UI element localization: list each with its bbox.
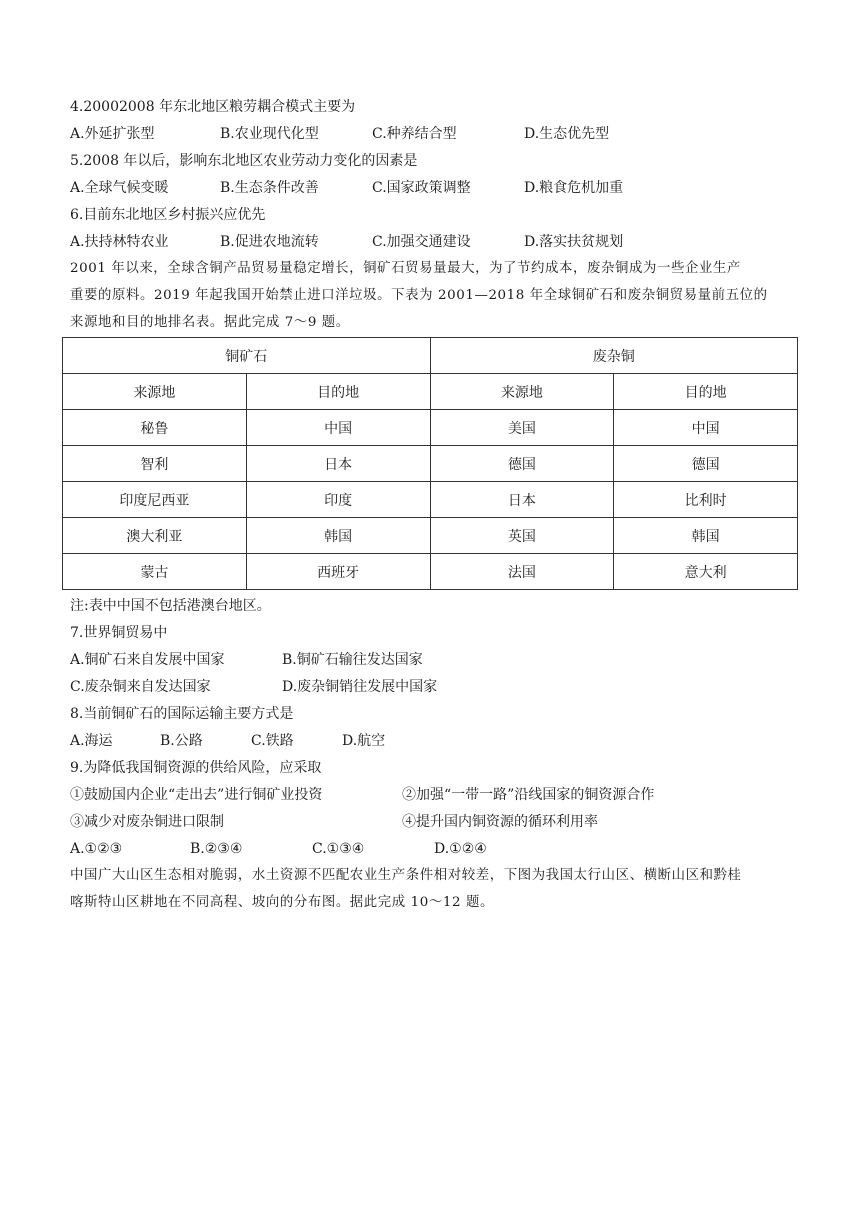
table-cell: 印度 (246, 482, 430, 518)
q8-stem: 8.当前铜矿石的国际运输主要方式是 (70, 706, 294, 722)
q6-option-d: D.落实扶贫规划 (524, 234, 624, 250)
q5-option-c: C.国家政策调整 (372, 180, 471, 196)
table-cell: 英国 (430, 518, 614, 554)
q5-stem: 5.2008 年以后，影响东北地区农业劳动力变化的因素是 (70, 153, 418, 169)
column-header: 来源地 (63, 374, 247, 410)
q5-option-a: A.全球气候变暖 (70, 180, 169, 196)
column-header: 目的地 (614, 374, 798, 410)
q9-option-a: A.①②③ (70, 841, 123, 857)
table-cell: 澳大利亚 (63, 518, 247, 554)
table-cell: 比利时 (614, 482, 798, 518)
table-cell: 德国 (430, 446, 614, 482)
table-row (63, 518, 798, 554)
intro-line: 喀斯特山区耕地在不同高程、坡向的分布图。据此完成 10～12 题。 (70, 895, 494, 910)
table-cell: 西班牙 (246, 554, 430, 590)
q6-option-a: A.扶持林特农业 (70, 234, 169, 250)
intro-line: 重要的原料。2019 年起我国开始禁止进口洋垃圾。下表为 2001—2018 年全球铜矿石和废杂铜贸易量前五位的 (70, 288, 768, 303)
intro-line: 2001 年以来，全球含铜产品贸易量稳定增长，铜矿石贸易量最大，为了节约成本，废杂铜成为一些企业生产 (70, 261, 741, 276)
table-cell: 韩国 (614, 518, 798, 554)
q4-option-a: A.外延扩张型 (70, 126, 155, 142)
table-cell: 韩国 (246, 518, 430, 554)
group-header-scrap: 废杂铜 (430, 338, 798, 374)
q8-option-b: B.公路 (160, 733, 203, 749)
column-header: 来源地 (430, 374, 614, 410)
q7-option-d: D.废杂铜销往发展中国家 (282, 679, 438, 695)
q7-option-a: A.铜矿石来自发展中国家 (70, 652, 225, 668)
q9-item-3: ③减少对废杂铜进口限制 (70, 814, 224, 830)
table-row (63, 410, 798, 446)
q7-option-c: C.废杂铜来自发达国家 (70, 679, 211, 695)
q4-stem: 4.20002008 年东北地区粮劳耦合模式主要为 (70, 99, 356, 115)
q8-option-d: D.航空 (342, 733, 386, 749)
table-row (63, 554, 798, 590)
table-note: 注:表中中国不包括港澳台地区。 (70, 598, 271, 614)
q9-option-c: C.①③④ (312, 841, 365, 857)
q9-item-4: ④提升国内铜资源的循环利用率 (402, 814, 598, 830)
q8-option-c: C.铁路 (251, 733, 294, 749)
table-cell: 日本 (246, 446, 430, 482)
q9-option-b: B.②③④ (190, 841, 243, 857)
q4-option-b: B.农业现代化型 (220, 126, 319, 142)
q8-option-a: A.海运 (70, 733, 113, 749)
table-cell: 德国 (614, 446, 798, 482)
table-cell: 蒙古 (63, 554, 247, 590)
q9-item-1: ①鼓励国内企业“走出去”进行铜矿业投资 (70, 787, 323, 803)
intro-line: 中国广大山区生态相对脆弱，水土资源不匹配农业生产条件相对较差，下图为我国太行山区、横断山区和黔桂 (70, 868, 742, 883)
table-header-row (63, 374, 798, 410)
intro-paragraph-q10-12 (70, 862, 798, 916)
intro-paragraph-q7-9 (70, 255, 798, 336)
q9-item-2: ②加强“一带一路”沿线国家的铜资源合作 (402, 787, 655, 803)
intro-line: 来源地和目的地排名表。据此完成 7～9 题。 (70, 315, 350, 330)
table-row (63, 482, 798, 518)
table-cell: 美国 (430, 410, 614, 446)
table-cell: 法国 (430, 554, 614, 590)
table-row (63, 446, 798, 482)
table-cell: 中国 (614, 410, 798, 446)
table-group-row (63, 338, 798, 374)
table-cell: 日本 (430, 482, 614, 518)
table-cell: 意大利 (614, 554, 798, 590)
q5-option-d: D.粮食危机加重 (524, 180, 624, 196)
table-cell: 智利 (63, 446, 247, 482)
table-cell: 中国 (246, 410, 430, 446)
table-cell: 秘鲁 (63, 410, 247, 446)
group-header-ore: 铜矿石 (63, 338, 431, 374)
q6-option-b: B.促进农地流转 (220, 234, 319, 250)
q4-option-d: D.生态优先型 (524, 126, 610, 142)
q7-option-b: B.铜矿石输往发达国家 (282, 652, 423, 668)
table-cell: 印度尼西亚 (63, 482, 247, 518)
q4-option-c: C.种养结合型 (372, 126, 457, 142)
q9-stem: 9.为降低我国铜资源的供给风险，应采取 (70, 760, 322, 776)
q7-stem: 7.世界铜贸易中 (70, 625, 168, 641)
q9-option-d: D.①②④ (434, 841, 487, 857)
q6-option-c: C.加强交通建设 (372, 234, 471, 250)
column-header: 目的地 (246, 374, 430, 410)
q5-option-b: B.生态条件改善 (220, 180, 319, 196)
q6-stem: 6.目前东北地区乡村振兴应优先 (70, 207, 266, 223)
copper-trade-table (62, 337, 798, 590)
